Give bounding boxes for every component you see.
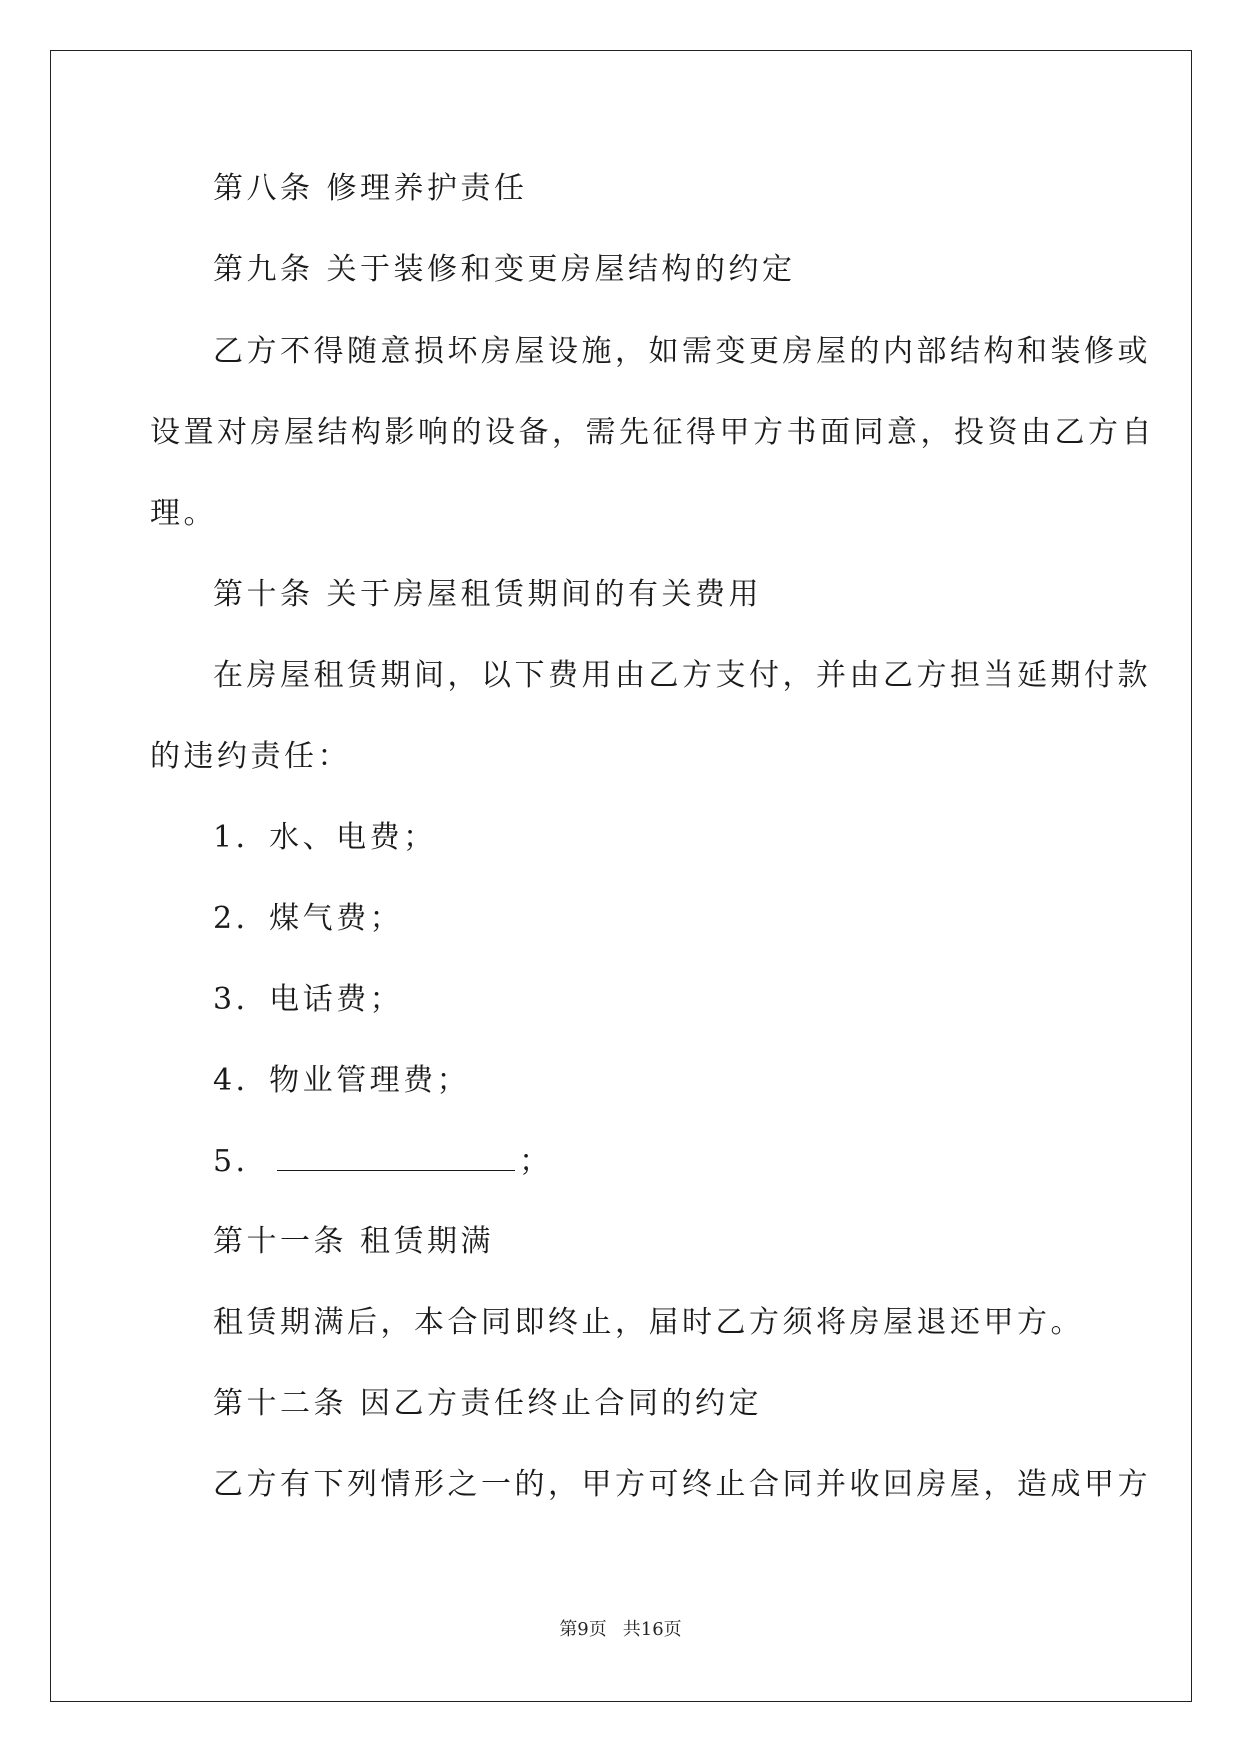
page-footer (0, 1618, 1241, 1642)
article-12-paragraph-line-1: 乙方有下列情形之一的，甲方可终止合同并收回房屋，造成甲方 (213, 1467, 1151, 1502)
article-10-heading: 第十条 关于房屋租赁期间的有关费用 (213, 577, 763, 612)
fee-item-5 (213, 1142, 553, 1182)
current-page-number: 第9页 (559, 1619, 607, 1640)
article-11-paragraph: 租赁期满后，本合同即终止，届时乙方须将房屋退还甲方。 (213, 1305, 1084, 1340)
fee-item-2: 2．煤气费； (213, 901, 404, 936)
total-page-count: 共16页 (622, 1619, 682, 1640)
page-border (50, 50, 1192, 1702)
article-12-heading: 第十二条 因乙方责任终止合同的约定 (213, 1386, 763, 1421)
article-8-heading: 第八条 修理养护责任 (213, 171, 528, 206)
article-11-heading: 第十一条 租赁期满 (213, 1224, 495, 1259)
article-10-paragraph-line-1: 在房屋租赁期间，以下费用由乙方支付，并由乙方担当延期付款 (213, 658, 1151, 693)
fee-item-4: 4．物业管理费； (213, 1063, 471, 1098)
fill-in-blank-line[interactable] (277, 1142, 515, 1171)
article-9-paragraph-line-2: 设置对房屋结构影响的设备，需先征得甲方书面同意，投资由乙方自 (150, 415, 1155, 450)
article-10-paragraph-line-2: 的违约责任： (150, 739, 351, 774)
fee-item-1: 1．水、电费； (213, 820, 437, 855)
fee-item-5-number: 5． (213, 1144, 270, 1179)
fee-item-5-semicolon: ； (519, 1144, 553, 1179)
article-9-paragraph-line-1: 乙方不得随意损坏房屋设施，如需变更房屋的内部结构和装修或 (213, 334, 1151, 369)
fee-item-3: 3．电话费； (213, 982, 404, 1017)
article-9-paragraph-line-3: 理。 (150, 496, 217, 531)
article-9-heading: 第九条 关于装修和变更房屋结构的约定 (213, 252, 796, 287)
